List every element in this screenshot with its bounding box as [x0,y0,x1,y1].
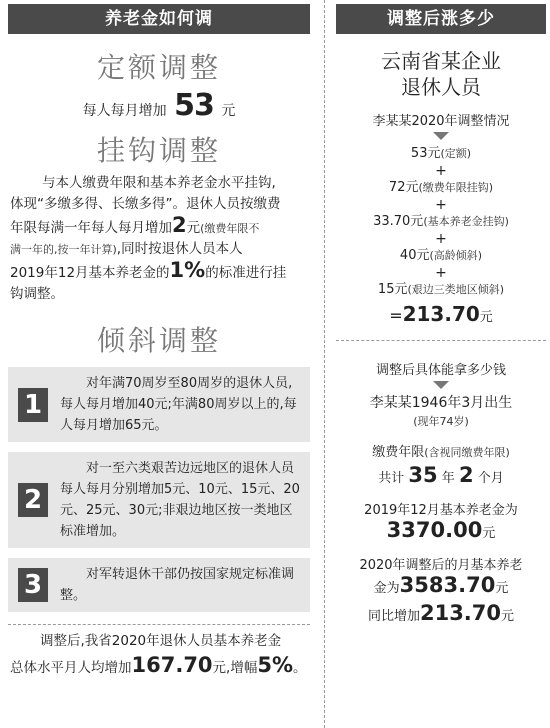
breakdown-item-5: 15元(艰边三类地区倾斜) [377,282,505,297]
tilted-item-1: 1 对年满70周岁至80周岁的退休人员,每人每月增加40元;年满80周岁以上的,每人每月增加65元。 [8,367,310,442]
right-divider [336,340,546,341]
right-title-2: 退休人员 [401,75,481,99]
breakdown-item-4: 40元(高龄倾斜) [399,248,483,263]
tilted-item-2: 2 对一至六类艰苦边远地区的退休人员每人每月分别增加5元、10元、15元、20元、25元、30元;非艰边地区按一类地区标准增加。 [8,452,310,548]
down-triangle-icon [433,132,449,140]
column-divider [324,0,325,728]
years-value: 共计 35 年 2 个月 [378,463,504,487]
breakdown-item-3: 33.70元(基本养老金挂钩) [373,214,509,229]
fixed-line: 每人每月增加 53 元 [82,88,236,123]
breakdown-item-1: 53元(定额) [410,146,472,161]
summary-divider [8,624,310,625]
increase-line: 同比增加213.70元 [367,601,515,625]
age-line: (现年74岁) [413,415,469,428]
new-pension-label: 2020年调整后的月基本养老 [359,558,523,573]
left-header: 养老金如何调 [8,4,310,34]
summary: 调整后,我省2020年退休人员基本养老金 总体水平月人均增加167.70元,增幅5%。 [10,633,307,677]
breakdown-total: =213.70元 [389,302,493,326]
number-badge-2: 2 [18,483,48,517]
tilted-title: 倾斜调整 [96,324,221,357]
right-header: 调整后涨多少 [336,4,546,34]
fixed-amount: 53 [174,88,214,123]
birth-line: 李某某1946年3月出生 [369,395,513,411]
linked-title: 挂钩调整 [96,134,221,167]
right-subtitle: 李某某2020年调整情况 [372,114,510,129]
right-title-1: 云南省某企业 [381,49,501,73]
base-pension-value: 3370.00元 [386,518,496,542]
right-column [332,0,550,625]
years-line: 缴费年限(含视同缴费年限) [372,445,510,460]
linked-text: 与本人缴费年限和基本养老金水平挂钩, 体现“多缴多得、长缴多得”。退休人员按缴费 年限每满一年每人每月增加2元(缴费年限不 满一年的,按一年计算),同时按退休人员本人 2019年12月基本养老金的1%的标准进行挂 钩调整。 [10,175,287,302]
plus-sign: + [435,231,447,247]
fixed-title: 定额调整 [96,51,221,84]
plus-sign: + [435,265,447,281]
new-pension-value: 金为3583.70元 [373,573,509,597]
tilted-item-3: 3 对军转退休干部仍按国家规定标准调整。 [8,558,310,612]
question-label: 调整后具体能拿多少钱 [375,363,506,378]
plus-sign: + [435,163,447,179]
breakdown-item-2: 72元(缴费年限挂钩) [388,180,494,195]
down-triangle-icon [433,381,449,389]
base-pension-label: 2019年12月基本养老金为 [364,503,518,518]
plus-sign: + [435,197,447,213]
number-badge-1: 1 [18,388,48,422]
number-badge-3: 3 [18,568,48,602]
